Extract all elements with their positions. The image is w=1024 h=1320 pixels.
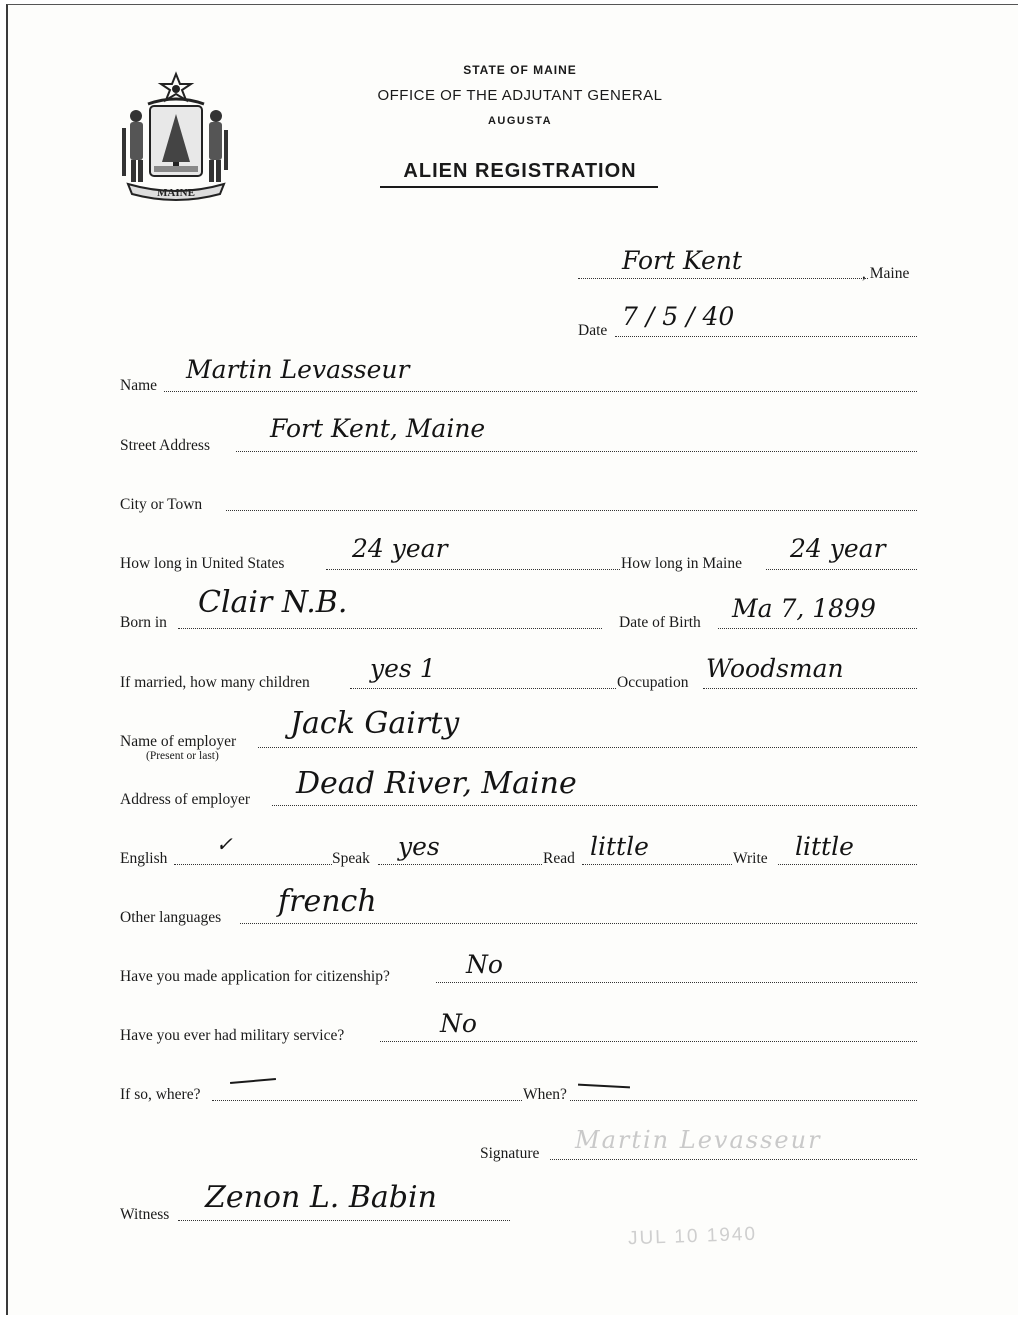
signature-label: Signature (480, 1145, 540, 1162)
employer-sublabel: (Present or last) (146, 750, 219, 762)
us-years-value: 24 year (352, 534, 448, 563)
form-title: ALIEN REGISTRATION (403, 160, 637, 182)
dob-label: Date of Birth (619, 614, 701, 631)
witness-line (178, 1220, 510, 1221)
maine-seal (118, 70, 234, 206)
maine-years-label: How long in Maine (621, 555, 742, 572)
write-line (778, 864, 917, 865)
occupation-line (703, 688, 917, 689)
speak-value: yes (398, 832, 440, 861)
office-heading: OFFICE OF THE ADJUTANT GENERAL (377, 87, 663, 104)
military-value: No (440, 1009, 477, 1038)
received-stamp: JUL 10 1940 (627, 1223, 758, 1250)
city-label: City or Town (120, 496, 203, 513)
city-heading: AUGUSTA (487, 115, 553, 127)
speak-label: Speak (332, 850, 370, 867)
where-line (212, 1100, 522, 1101)
maine-years-value: 24 year (790, 534, 886, 563)
us-years-line (326, 569, 620, 570)
employer-value: Jack Gairty (290, 706, 460, 741)
speak-line (378, 864, 542, 865)
english-label: English (120, 850, 168, 867)
maine-years-line (766, 569, 917, 570)
street-value: Fort Kent, Maine (270, 414, 486, 443)
employer-address-line (272, 805, 917, 806)
children-value: yes 1 (370, 654, 436, 683)
military-label: Have you ever had military service? (120, 1027, 345, 1044)
citizenship-value: No (466, 950, 503, 979)
city-line (226, 510, 917, 511)
date-value: 7 / 5 / 40 (622, 302, 735, 331)
name-label: Name (120, 377, 158, 394)
occupation-label: Occupation (617, 674, 689, 691)
dob-line (718, 628, 917, 629)
write-label: Write (733, 850, 768, 867)
date-line (615, 336, 917, 337)
other-languages-line (240, 923, 917, 924)
read-line (582, 864, 732, 865)
employer-line (258, 747, 917, 748)
read-label: Read (543, 850, 575, 867)
employer-address-value: Dead River, Maine (296, 766, 577, 801)
witness-value: Zenon L. Babin (205, 1180, 437, 1215)
state-heading: STATE OF MAINE (463, 63, 577, 77)
name-value: Martin Levasseur (186, 355, 410, 384)
write-value: little (795, 832, 854, 861)
english-line (174, 864, 332, 865)
read-value: little (590, 832, 649, 861)
employer-label: Name of employer (120, 733, 237, 750)
title-underline (380, 186, 658, 188)
place-line (578, 278, 868, 279)
military-line (380, 1041, 917, 1042)
witness-label: Witness (120, 1206, 170, 1223)
employer-address-label: Address of employer (120, 791, 250, 808)
born-in-label: Born in (120, 614, 167, 631)
dob-value: Ma 7, 1899 (732, 594, 876, 623)
other-languages-label: Other languages (120, 909, 222, 926)
english-value: ✓ (216, 832, 233, 856)
citizenship-line (436, 982, 917, 983)
date-label: Date (578, 322, 608, 339)
occupation-value: Woodsman (706, 654, 844, 683)
street-line (236, 451, 917, 452)
place-label: , Maine (862, 265, 910, 282)
children-label: If married, how many children (120, 674, 310, 691)
when-line (570, 1100, 917, 1101)
other-languages-value: french (278, 884, 377, 919)
where-label: If so, where? (120, 1086, 201, 1103)
when-label: When? (523, 1086, 567, 1103)
name-line (164, 391, 917, 392)
children-line (350, 688, 616, 689)
us-years-label: How long in United States (120, 555, 285, 572)
born-in-line (178, 628, 602, 629)
signature-line (550, 1159, 917, 1160)
street-label: Street Address (120, 437, 210, 454)
citizenship-label: Have you made application for citizenship? (120, 968, 390, 985)
signature-value: Martin Levasseur (575, 1126, 822, 1154)
seal-text: MAINE (157, 187, 195, 199)
born-in-value: Clair N.B. (198, 585, 348, 620)
place-value: Fort Kent (622, 246, 742, 275)
